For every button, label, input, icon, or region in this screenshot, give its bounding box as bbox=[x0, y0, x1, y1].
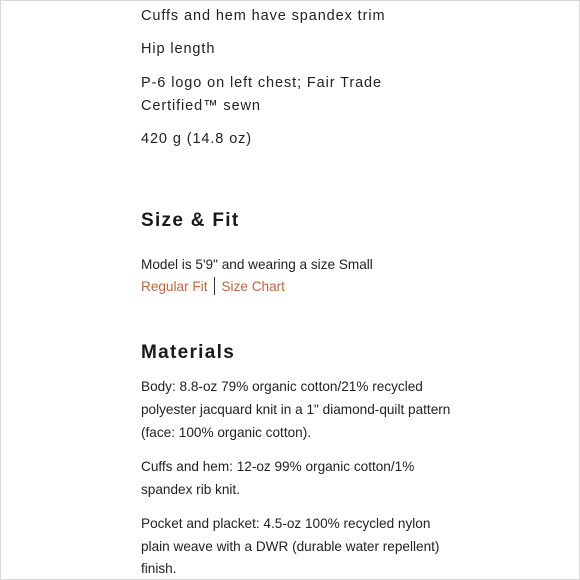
materials-body-line-1: Body: 8.8-oz 79% organic cotton/21% recycled bbox=[141, 379, 423, 394]
feature-logo-line-2: Certified™ sewn bbox=[141, 98, 261, 114]
size-chart-link[interactable]: Size Chart bbox=[221, 279, 285, 294]
materials-cuffs-line-1: Cuffs and hem: 12-oz 99% organic cotton/1% bbox=[141, 459, 415, 474]
regular-fit-link[interactable]: Regular Fit bbox=[141, 279, 208, 294]
feature-hip-length: Hip length bbox=[141, 41, 216, 57]
model-size-text: Model is 5'9" and wearing a size Small bbox=[141, 257, 373, 272]
size-fit-heading: Size & Fit bbox=[141, 210, 240, 231]
materials-pocket-line-3: finish. bbox=[141, 561, 177, 576]
feature-logo-line-1: P-6 logo on left chest; Fair Trade bbox=[141, 75, 382, 91]
feature-spandex-trim: Cuffs and hem have spandex trim bbox=[141, 8, 386, 24]
materials-pocket-line-2: plain weave with a DWR (durable water repellent) bbox=[141, 539, 440, 554]
fit-links bbox=[141, 277, 285, 297]
feature-weight: 420 g (14.8 oz) bbox=[141, 131, 253, 147]
link-separator bbox=[214, 277, 215, 295]
materials-heading: Materials bbox=[141, 342, 236, 363]
materials-body-line-3: (face: 100% organic cotton). bbox=[141, 425, 312, 440]
materials-pocket-line-1: Pocket and placket: 4.5-oz 100% recycled nylon bbox=[141, 516, 431, 531]
materials-cuffs-line-2: spandex rib knit. bbox=[141, 482, 240, 497]
materials-body-line-2: polyester jacquard knit in a 1" diamond-quilt pattern bbox=[141, 402, 451, 417]
